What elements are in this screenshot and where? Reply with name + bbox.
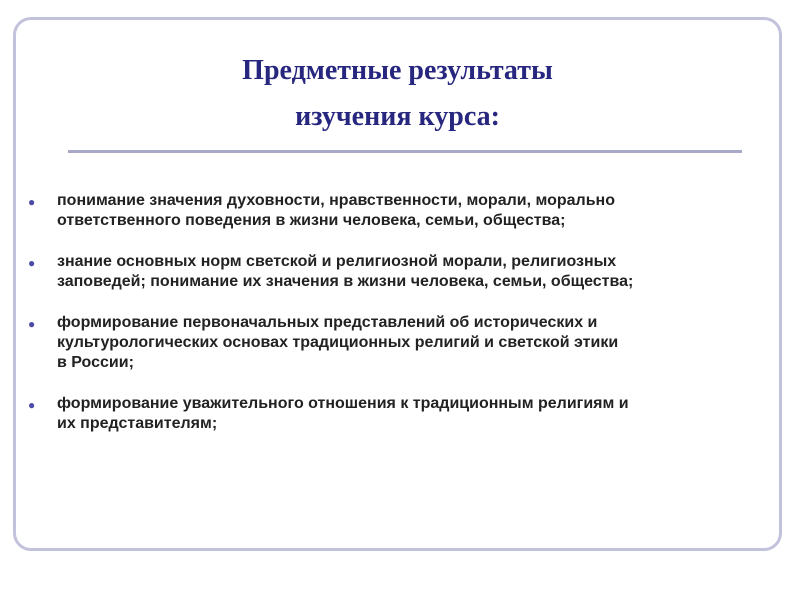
bullet-dot-icon: ● — [28, 317, 36, 331]
bullet-item-4 — [16, 394, 776, 434]
bullet-item-3 — [16, 313, 776, 373]
bullet-list — [16, 191, 776, 455]
bullet-text-4-line-1: формирование уважительного отношения к традиционным религиям и — [57, 395, 629, 412]
bullet-dot-icon: ● — [28, 398, 36, 412]
bullet-dot-icon: ● — [28, 195, 36, 209]
bullet-text-3-line-1: формирование первоначальных представлений об исторических и — [57, 314, 598, 331]
bullet-text-3-line-2: культурологических основах традиционных религий и светской этики — [57, 334, 619, 351]
bullet-text-1-line-1: понимание значения духовности, нравственности, морали, морально — [57, 192, 615, 209]
bullet-text-3-line-3: в России; — [57, 354, 134, 371]
title-divider — [68, 150, 742, 153]
bullet-dot-icon: ● — [28, 256, 36, 270]
slide-title-line-2: изучения курса: — [295, 101, 500, 132]
slide-title-line-1: Предметные результаты — [242, 55, 553, 86]
bullet-text-4-line-2: их представителям; — [57, 415, 218, 432]
bullet-text-1-line-2: ответственного поведения в жизни человека, семьи, общества; — [57, 212, 566, 229]
bullet-text-2-line-2: заповедей; понимание их значения в жизни человека, семьи, общества; — [57, 273, 634, 290]
bullet-item-2 — [16, 252, 776, 292]
slide-title — [16, 48, 779, 140]
slide-frame — [13, 17, 782, 551]
bullet-text-2-line-1: знание основных норм светской и религиозной морали, религиозных — [57, 253, 617, 270]
bullet-item-1 — [16, 191, 776, 231]
